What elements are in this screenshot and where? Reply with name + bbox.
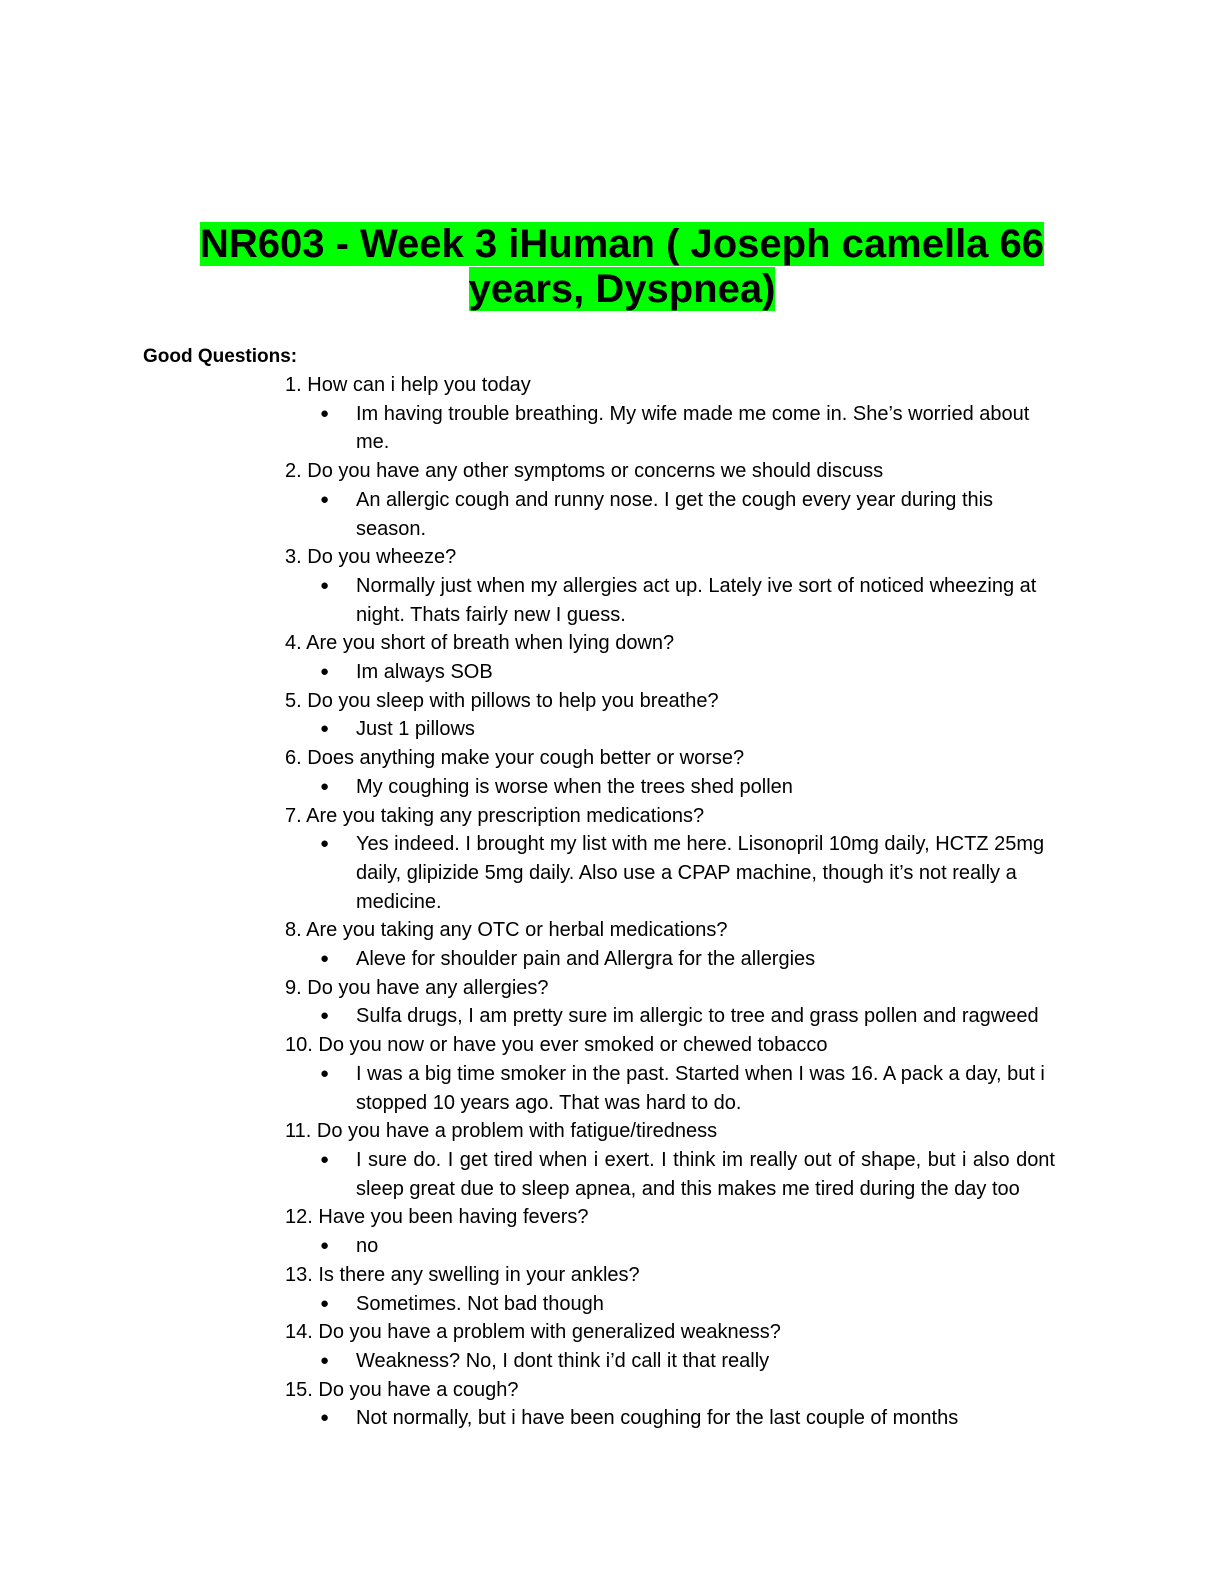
- question-label: Do you have any other symptoms or concerns we should discuss: [307, 460, 884, 483]
- answer-bullet-item: [320, 572, 1055, 629]
- list-item: [285, 1261, 1055, 1318]
- question-text: [285, 1376, 1055, 1405]
- answer-text: Sulfa drugs, I am pretty sure im allergic to tree and grass pollen and ragweed: [356, 1005, 1039, 1028]
- answer-bullet-item: [320, 1146, 1055, 1203]
- question-label: Do you now or have you ever smoked or chewed tobacco: [318, 1034, 828, 1057]
- bullet-icon: ●: [320, 950, 330, 968]
- bullet-icon: ●: [320, 1150, 330, 1168]
- question-text: [285, 974, 1055, 1003]
- question-text: [285, 629, 1055, 658]
- answer-text: Aleve for shoulder pain and Allergra for the allergies: [356, 948, 816, 971]
- bullet-icon: ●: [320, 1064, 330, 1082]
- question-label: Is there any swelling in your ankles?: [318, 1263, 640, 1286]
- document-title: [120, 222, 1124, 312]
- bullet-icon: ●: [320, 1409, 330, 1427]
- question-number: 14.: [285, 1321, 313, 1344]
- question-text: [285, 744, 1055, 773]
- answer-bullet-item: [320, 486, 1055, 543]
- answer-text: Weakness? No, I dont think i’d call it that really: [356, 1349, 770, 1372]
- title-line-2: years, Dyspnea): [468, 267, 776, 311]
- bullet-icon: ●: [320, 1237, 330, 1255]
- question-number: 9.: [285, 976, 302, 999]
- answer-bullet-item: [320, 1060, 1055, 1117]
- answer-text: Im always SOB: [356, 661, 493, 684]
- question-text: [285, 916, 1055, 945]
- section-heading: Good Questions:: [143, 346, 298, 367]
- list-item: [285, 629, 1055, 686]
- list-item: [285, 1117, 1055, 1203]
- answer-text: I sure do. I get tired when i exert. I think im really out of shape, but i also dont sleep great due to sleep apnea, and this makes me tired during the day too: [356, 1148, 1055, 1200]
- answer-text: I was a big time smoker in the past. Started when I was 16. A pack a day, but i stopped 10 years ago. That was hard to do.: [356, 1062, 1045, 1114]
- question-label: Do you sleep with pillows to help you breathe?: [307, 689, 719, 712]
- question-label: Do you wheeze?: [307, 546, 457, 569]
- question-number: 8.: [285, 919, 302, 942]
- answer-text: Im having trouble breathing. My wife made me come in. She’s worried about me.: [356, 402, 1030, 454]
- list-item: [285, 457, 1055, 543]
- question-text: [285, 687, 1055, 716]
- question-number: 5.: [285, 689, 302, 712]
- list-item: [285, 916, 1055, 973]
- question-number: 4.: [285, 632, 302, 655]
- question-text: [285, 457, 1055, 486]
- list-item: [285, 974, 1055, 1031]
- question-number: 3.: [285, 546, 302, 569]
- question-number: 11.: [285, 1120, 312, 1143]
- answer-bullet-item: [320, 1232, 1055, 1261]
- answer-bullet-item: [320, 830, 1055, 916]
- answer-bullet-item: [320, 715, 1055, 744]
- bullet-icon: ●: [320, 1007, 330, 1025]
- answer-text: An allergic cough and runny nose. I get the cough every year during this season.: [356, 488, 994, 540]
- list-item: [285, 1376, 1055, 1433]
- question-label: Do you have a problem with generalized weakness?: [318, 1321, 781, 1344]
- question-list: [285, 371, 1055, 1433]
- title-line-1: NR603 - Week 3 iHuman ( Joseph camella 66: [199, 222, 1045, 266]
- answer-text: no: [356, 1235, 379, 1258]
- bullet-icon: ●: [320, 404, 330, 422]
- question-label: Do you have any allergies?: [307, 976, 549, 999]
- question-label: Do you have a problem with fatigue/tiredness: [316, 1120, 718, 1143]
- question-text: [285, 1318, 1055, 1347]
- question-number: 7.: [285, 804, 302, 827]
- question-number: 12.: [285, 1206, 313, 1229]
- bullet-icon: ●: [320, 720, 330, 738]
- answer-bullet-item: [320, 400, 1055, 457]
- list-item: [285, 1318, 1055, 1375]
- bullet-icon: ●: [320, 1351, 330, 1369]
- question-label: Are you taking any prescription medications?: [306, 804, 705, 827]
- bullet-icon: ●: [320, 777, 330, 795]
- question-label: Do you have a cough?: [318, 1378, 519, 1401]
- question-number: 15.: [285, 1378, 313, 1401]
- bullet-icon: ●: [320, 1294, 330, 1312]
- question-label: Have you been having fevers?: [318, 1206, 589, 1229]
- answer-text: Normally just when my allergies act up. Lately ive sort of noticed wheezing at night. Thats fairly new I guess.: [356, 574, 1037, 626]
- bullet-icon: ●: [320, 576, 330, 594]
- answer-bullet-item: [320, 1290, 1055, 1319]
- list-item: [285, 1203, 1055, 1260]
- question-label: Does anything make your cough better or worse?: [307, 747, 745, 770]
- bullet-icon: ●: [320, 490, 330, 508]
- answer-text: Not normally, but i have been coughing for the last couple of months: [356, 1407, 959, 1430]
- question-text: [285, 802, 1055, 831]
- question-text: [285, 1117, 1055, 1146]
- list-item: [285, 744, 1055, 801]
- answer-bullet-item: [320, 1347, 1055, 1376]
- question-number: 2.: [285, 460, 302, 483]
- answer-text: Sometimes. Not bad though: [356, 1292, 604, 1315]
- question-label: Are you short of breath when lying down?: [306, 632, 675, 655]
- answer-text: My coughing is worse when the trees shed pollen: [356, 775, 793, 798]
- question-number: 1.: [285, 374, 302, 396]
- question-text: [285, 1261, 1055, 1290]
- answer-bullet-item: [320, 945, 1055, 974]
- question-label: How can i help you today: [307, 374, 531, 396]
- answer-text: Yes indeed. I brought my list with me here. Lisonopril 10mg daily, HCTZ 25mg daily, glipizide 5mg daily. Also use a CPAP machine, though it’s not really a medicine.: [356, 833, 1045, 913]
- answer-bullet-item: [320, 1404, 1055, 1433]
- answer-text: Just 1 pillows: [356, 718, 475, 741]
- list-item: [285, 802, 1055, 917]
- question-text: [285, 371, 1055, 400]
- question-number: 10.: [285, 1034, 313, 1057]
- bullet-icon: ●: [320, 835, 330, 853]
- answer-bullet-item: [320, 773, 1055, 802]
- question-text: [285, 1203, 1055, 1232]
- list-item: [285, 543, 1055, 629]
- bullet-icon: ●: [320, 663, 330, 681]
- question-number: 6.: [285, 747, 302, 770]
- question-number: 13.: [285, 1263, 313, 1286]
- answer-bullet-item: [320, 1002, 1055, 1031]
- list-item: [285, 1031, 1055, 1117]
- list-item: [285, 687, 1055, 744]
- answer-bullet-item: [320, 658, 1055, 687]
- question-label: Are you taking any OTC or herbal medications?: [306, 919, 728, 942]
- question-text: [285, 543, 1055, 572]
- list-item: [285, 371, 1055, 457]
- question-text: [285, 1031, 1055, 1060]
